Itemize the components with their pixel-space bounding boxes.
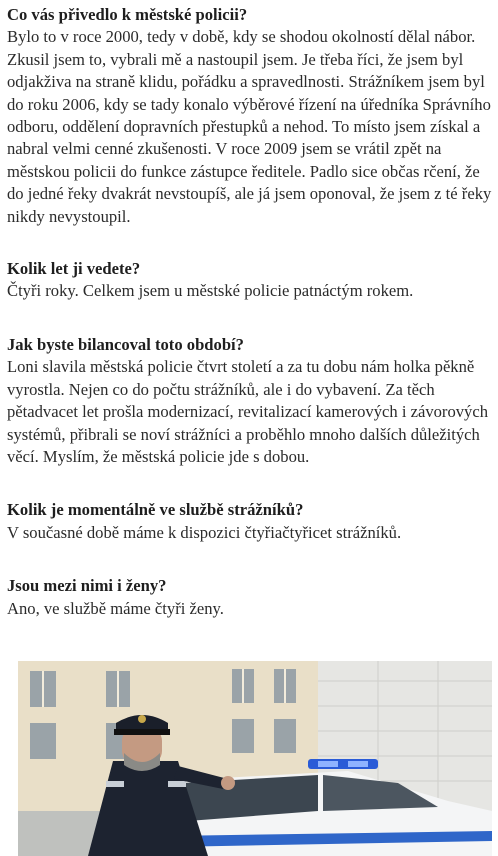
interview-question: Kolik let ji vedete? — [7, 259, 141, 279]
interview-question: Kolik je momentálně ve službě strážníků? — [7, 500, 304, 520]
interview-answer: Čtyři roky. Celkem jsem u městské policie patnáctým rokem. — [7, 281, 414, 301]
interview-answer: Bylo to v roce 2000, tedy v době, kdy se shodou okolností dělal nábor. Zkusil jsem to, vybrali mě a nastoupil jsem. Je třeba říci, že jsem byl odjakživa na straně klidu, pořádku a spravedlnosti. Strážníkem jsem byl do roku 2006, kdy se tady konalo výběrové řízení na úředníka Správního odboru, oddělení dopravních přestupků a nehod. To místo jsem získal a nabral velmi cenné zkušenosti. V roce 2009 jsem se vrátil zpět na městskou policii do funkce zástupce ředitele. Padlo sice občas rčení, že do jedné řeky dvakrát nevstoupíš, ale já jsem oponoval, že jsem z té řeky nikdy nevystoupil. — [7, 27, 492, 226]
qa-block — [7, 575, 492, 620]
qa-block — [7, 0, 492, 228]
qa-block — [7, 499, 492, 544]
interview-answer: V současné době máme k dispozici čtyřiačtyřicet strážníků. — [7, 522, 402, 542]
article-photo — [18, 661, 492, 856]
qa-block — [7, 258, 492, 303]
qa-block — [7, 334, 492, 468]
interview-question: Co vás přivedlo k městské policii? — [7, 5, 248, 24]
interview-question: Jak byste bilancoval toto období? — [7, 334, 244, 354]
interview-answer: Ano, ve službě máme čtyři ženy. — [7, 598, 224, 618]
interview-answer: Loni slavila městská policie čtvrt století a za tu dobu nám holka pěkně vyrostla. Nejen co do počtu strážníků, ale i do vybavení. Za těch pětadvacet let prošla modernizací, revitalizací kamerových i závorových systémů, přibrali se noví strážníci a proběhlo mnoho dalších důležitých věcí. Myslím, že městská policie jde s dobou. — [7, 357, 488, 466]
interview-question: Jsou mezi nimi i ženy? — [7, 576, 167, 596]
